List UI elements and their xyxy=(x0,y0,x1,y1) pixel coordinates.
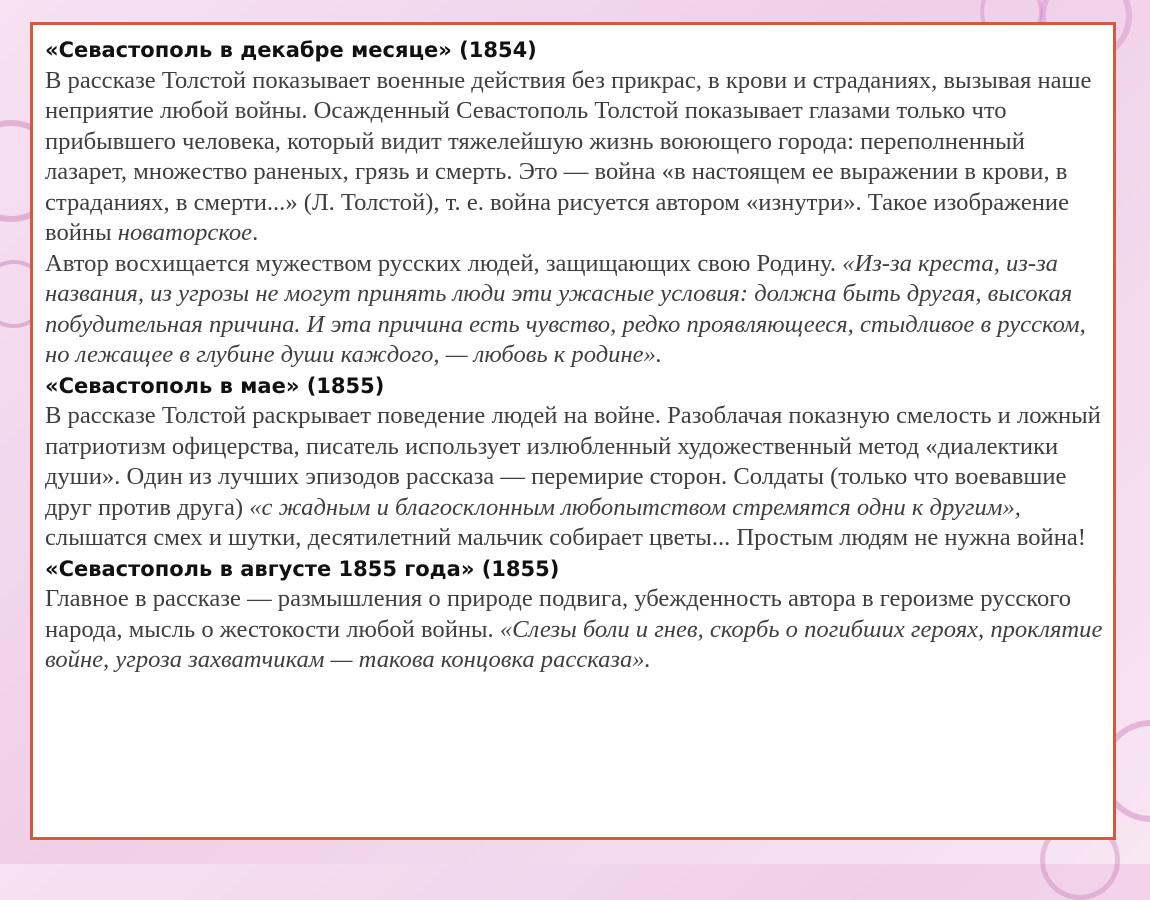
paragraph-december-1 xyxy=(45,66,1105,249)
italic-quote: «с жадным и благосклонным любопытством стремятся одни к другим», xyxy=(249,493,1021,521)
paragraph-tail: . xyxy=(252,219,259,246)
text-panel xyxy=(30,22,1116,840)
paragraph-may-1 xyxy=(45,401,1105,554)
italic-term: новаторское xyxy=(117,219,253,246)
paragraph-tail: слышатся смех и шутки, десятилетний мальчик собирает цветы... Простым людям не нужна война! xyxy=(45,524,1086,551)
paragraph-december-2 xyxy=(45,249,1105,371)
italic-quote: «Слезы боли и гнев, скорбь о погибших героях, проклятие войне, угроза захватчикам — такова концовка рассказа». xyxy=(45,615,1103,673)
text-content xyxy=(45,35,1105,676)
paragraph-text: В рассказе Толстой раскрывает поведение людей на войне. Разоблачая показную смелость и ложный патриотизм офицерства, писатель использует излюбленный художественный метод «диалектики души». Один из лучших эпизодов рассказа — перемирие сторон. Солдаты (только что воевавшие друг против друга) xyxy=(45,402,1101,521)
paragraph-text: Главное в рассказе — размышления о природе подвига, убежденность автора в героизме русского народа, мысль о жестокости любой войны. xyxy=(45,585,1072,643)
paragraph-text: В рассказе Толстой показывает военные действия без прикрас, в крови и страданиях, вызывая наше неприятие любой войны. Осажденный Севастополь Толстой показывает глазами только что прибывшего человека, который видит тяжелейшую жизнь воюющего города: переполненный лазарет, множество раненых, грязь и смерть. Это — война «в настоящем ее выражении в крови, в страданиях, в смерти...» (Л. Толстой), т. е. война рисуется автором «изнутри». Такое изображение войны xyxy=(45,66,1092,246)
italic-quote: «Из-за креста, из-за названия, из угрозы не могут принять люди эти ужасные условия: должна быть другая, высокая побудительная причина. И эта причина есть чувство, редко проявляющееся, стыдливое в русском, но лежащее в глубине души каждого, — любовь к родине». xyxy=(45,249,1086,368)
section-heading-august: «Севастополь в августе 1855 года» (1855) xyxy=(45,556,560,581)
paragraph-august-1 xyxy=(45,584,1105,676)
section-heading-december: «Севастополь в декабре месяце» (1854) xyxy=(45,38,537,62)
paragraph-text: Автор восхищается мужеством русских людей, защищающих свою Родину. xyxy=(45,249,843,277)
section-heading-may: «Севастополь в мае» (1855) xyxy=(45,373,385,398)
